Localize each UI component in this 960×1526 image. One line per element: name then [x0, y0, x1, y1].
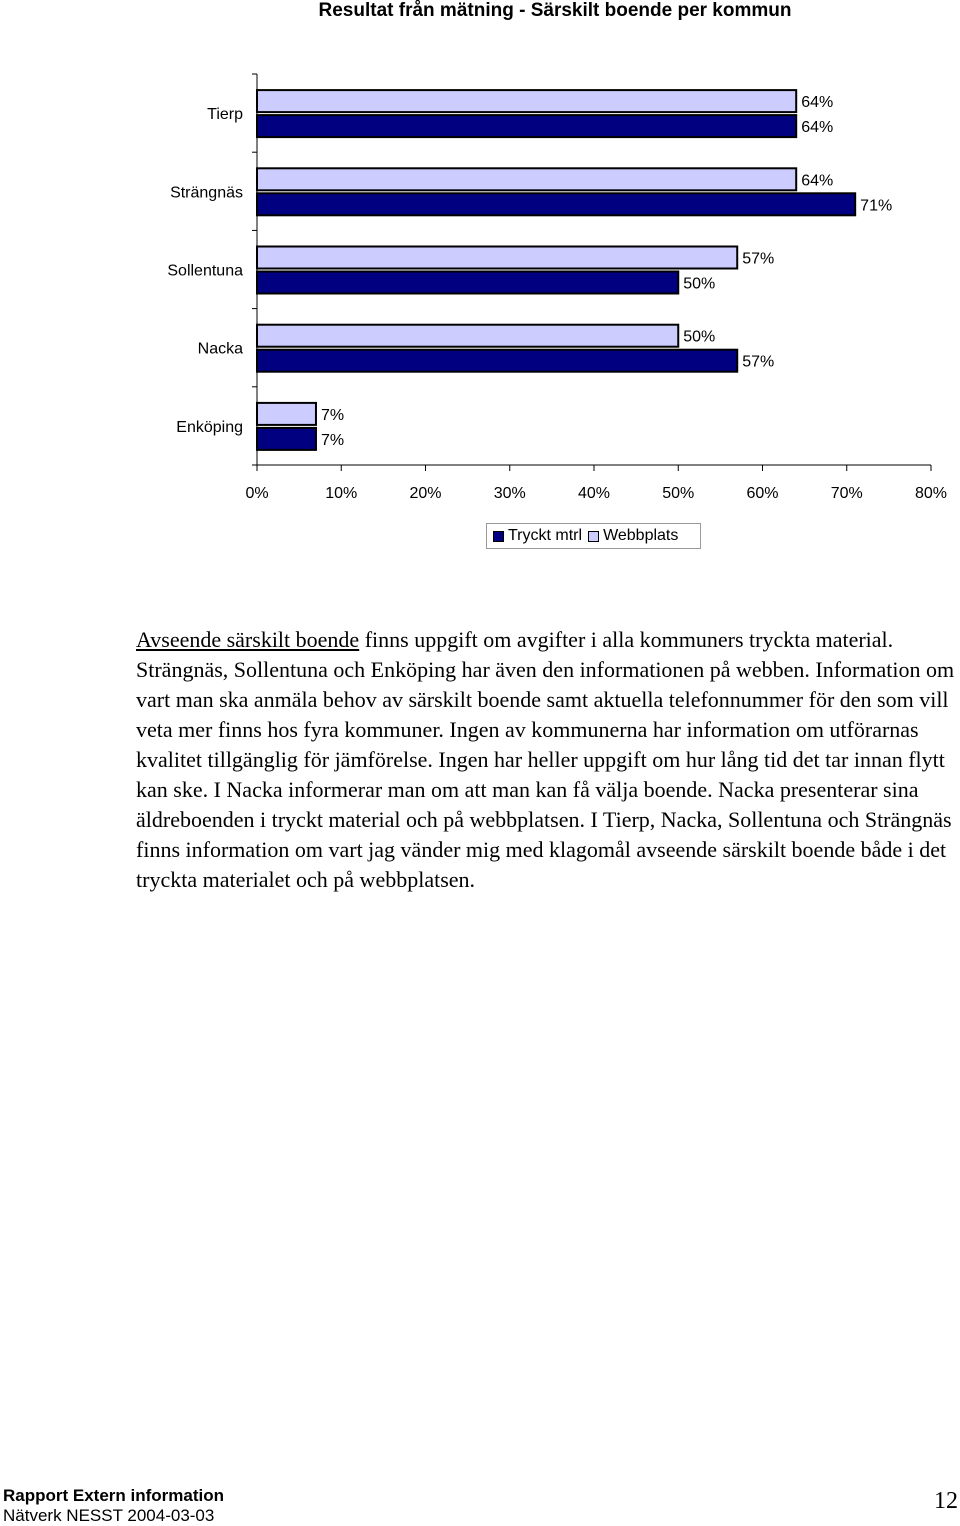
data-label: 50%: [683, 275, 716, 293]
footer: [3, 1486, 224, 1526]
x-tick-label: 50%: [662, 485, 695, 502]
data-label: 64%: [801, 172, 834, 190]
category-label: Enköping: [176, 418, 243, 436]
legend-swatch-tryckt: [493, 531, 504, 542]
bar-webbplats: [257, 325, 678, 347]
bar-webbplats: [257, 168, 796, 190]
data-label: 71%: [860, 197, 893, 215]
x-tick-label: 60%: [746, 485, 779, 502]
page-number: 12: [934, 1488, 958, 1514]
x-tick-label: 30%: [493, 485, 526, 502]
body-paragraph: [136, 625, 956, 895]
footer-report: Rapport Extern information: [3, 1486, 225, 1505]
bar-tryckt: [257, 272, 678, 294]
x-tick-label: 40%: [577, 485, 611, 502]
body-lead-underlined: Avseende särskilt boende: [136, 627, 360, 652]
data-label: 50%: [683, 328, 716, 346]
bar-chart: [0, 40, 960, 510]
bar-tryckt: [257, 115, 796, 137]
bar-webbplats: [257, 403, 316, 425]
x-tick-label: 80%: [914, 485, 948, 502]
x-tick-label: 0%: [245, 485, 269, 502]
data-label: 64%: [801, 94, 834, 112]
bar-tryckt: [257, 193, 855, 215]
data-label: 7%: [320, 406, 345, 424]
legend-label-webbplats: Webbplats: [603, 527, 679, 544]
category-label: Nacka: [197, 340, 243, 358]
body-text: finns uppgift om avgifter i alla kommuners tryckta material. Strängnäs, Sollentuna och Enköping har även den informationen på webben. Information om vart man ska anmäla behov av särskilt boende samt aktuella telefonnummer för den som vill veta mer finns hos fyra kommuner. Ingen av kommunerna har information om utförarnas kvalitet tillgänglig för jämförelse. Ingen har heller uppgift om hur lång tid det tar innan flytt kan ske. I Nacka informerar man om att man kan få välja boende. Nacka presenterar sina äldreboenden i tryckt material och på webbplatsen. I Tierp, Nacka, Sollentuna och Strängnäs finns information om vart jag vänder mig med klagomål avseende särskilt boende både i det tryckta materialet och på webbplatsen.: [136, 627, 955, 892]
chart-legend: [486, 523, 701, 549]
data-label: 57%: [742, 250, 775, 268]
category-label: Tierp: [207, 106, 243, 124]
legend-swatch-webbplats: [588, 531, 599, 542]
bar-webbplats: [257, 247, 737, 269]
bar-tryckt: [257, 428, 316, 450]
footer-network: Nätverk NESST 2004-03-03: [3, 1506, 215, 1525]
category-label: Sollentuna: [167, 262, 243, 280]
page-title: Resultat från mätning - Särskilt boende per kommun: [318, 0, 792, 21]
x-tick-label: 10%: [325, 485, 358, 502]
bar-tryckt: [257, 350, 737, 372]
data-label: 7%: [320, 431, 345, 449]
data-label: 57%: [742, 353, 775, 371]
category-label: Strängnäs: [170, 184, 243, 202]
legend-item-webbplats: [588, 527, 678, 545]
legend-item-tryckt: [493, 527, 582, 545]
x-tick-label: 70%: [830, 485, 863, 502]
legend-label-tryckt: Tryckt mtrl: [508, 527, 583, 544]
bar-webbplats: [257, 90, 796, 112]
x-tick-label: 20%: [409, 485, 442, 502]
data-label: 64%: [801, 119, 834, 137]
